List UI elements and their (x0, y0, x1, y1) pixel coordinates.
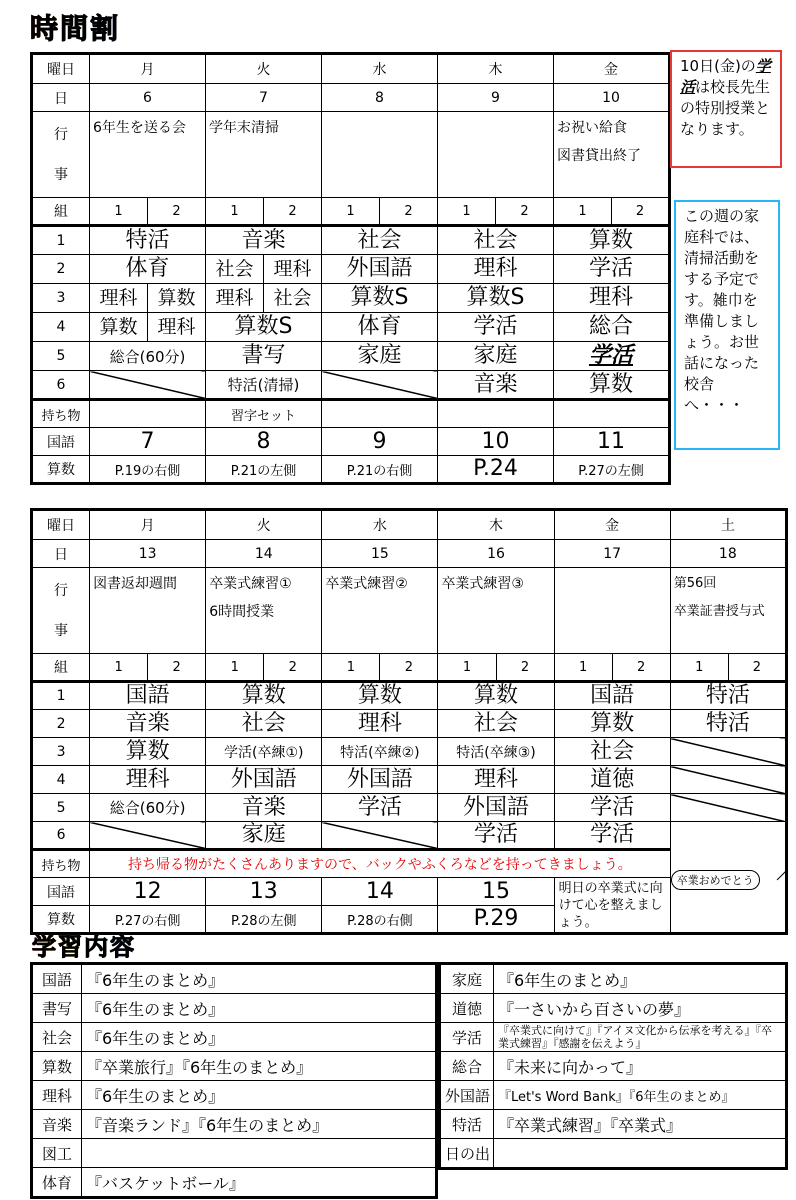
kumi-number: 2 (496, 654, 554, 682)
red-notice (670, 50, 782, 168)
day: 木 (438, 510, 554, 540)
subject: 算数S (438, 284, 554, 313)
study-row (32, 994, 437, 1023)
study-subject: 書写 (32, 994, 82, 1023)
kokugo-page: 8 (206, 428, 322, 456)
period: 5 (32, 794, 90, 822)
day: 金 (554, 54, 670, 84)
date: 7 (206, 84, 322, 112)
subject: 総合(60分) (90, 342, 206, 371)
subject: 理科 (554, 284, 670, 313)
day: 月 (90, 54, 206, 84)
date: 17 (554, 540, 670, 568)
study-content: 『6年生のまとめ』 (82, 1081, 437, 1110)
date: 18 (670, 540, 786, 568)
timetable-week2 (30, 508, 788, 935)
subject: 家庭 (206, 822, 322, 850)
subject: 特活(清掃) (206, 371, 322, 400)
study-content: 『一さいから百さいの夢』 (494, 994, 787, 1023)
date: 10 (554, 84, 670, 112)
sansu-page: P.19の右側 (90, 456, 206, 484)
sansu-page: P.27の左側 (554, 456, 670, 484)
subject: 外国語 (322, 255, 438, 284)
event (322, 112, 438, 198)
subject: 総合(60分) (90, 794, 206, 822)
day: 土 (670, 510, 786, 540)
subject: 算数 (322, 682, 438, 710)
empty-slot (670, 738, 786, 766)
study-content: 『卒業旅行』『6年生のまとめ』 (82, 1052, 437, 1081)
subject: 総合 (554, 313, 670, 342)
subject: 社会 (264, 284, 322, 313)
kumi-number: 1 (670, 654, 728, 682)
subject: 理科 (264, 255, 322, 284)
period: 1 (32, 226, 90, 255)
kumi-number: 2 (264, 198, 322, 226)
date: 15 (322, 540, 438, 568)
study-row (32, 1052, 437, 1081)
subject: 体育 (322, 313, 438, 342)
kumi-number: 2 (380, 198, 438, 226)
study-subject: 社会 (32, 1023, 82, 1052)
subject: 国語 (90, 682, 206, 710)
date: 16 (438, 540, 554, 568)
period: 3 (32, 738, 90, 766)
header-youbi: 曜日 (32, 54, 90, 84)
subject: 社会 (438, 710, 554, 738)
subject: 音楽 (90, 710, 206, 738)
day: 火 (206, 510, 322, 540)
subject: 社会 (206, 255, 264, 284)
study-row (32, 1139, 437, 1168)
kumi-number: 1 (206, 198, 264, 226)
study-content: 『6年生のまとめ』 (494, 964, 787, 994)
event: 6年生を送る会 (90, 112, 206, 198)
notice-emphasis: 学活 (680, 57, 771, 96)
study-row (440, 1052, 787, 1081)
date: 14 (206, 540, 322, 568)
subject: 学活 (554, 822, 670, 850)
header-gyoji: 行 事 (32, 112, 90, 198)
header-sansu: 算数 (32, 456, 90, 484)
kokugo-page: 13 (206, 878, 322, 906)
event: 第56回 卒業証書授与式 (670, 568, 786, 654)
graduation-bouquet-icon (765, 822, 787, 884)
day: 水 (322, 510, 438, 540)
study-subject: 総合 (440, 1052, 494, 1081)
notice-text: 10日(金)の (680, 57, 756, 75)
study-row (440, 1139, 787, 1169)
subject: 特活(卒練③) (438, 738, 554, 766)
date: 13 (90, 540, 206, 568)
event: 卒業式練習① 6時間授業 (206, 568, 322, 654)
empty-slot (90, 371, 206, 400)
subject: 外国語 (206, 766, 322, 794)
subject: 学活 (322, 794, 438, 822)
header-mochimono: 持ち物 (32, 850, 90, 878)
study-content: 『6年生のまとめ』 (82, 994, 437, 1023)
empty-slot (90, 822, 206, 850)
subject: 算数 (554, 371, 670, 400)
subject: 学活 (438, 313, 554, 342)
subject: 家庭 (438, 342, 554, 371)
sansu-page: P.21の右側 (322, 456, 438, 484)
sansu-page: P.28の右側 (322, 906, 438, 934)
day: 金 (554, 510, 670, 540)
study-subject: 道徳 (440, 994, 494, 1023)
study-row (440, 1023, 787, 1052)
blue-notice: この週の家庭科では、清掃活動をする予定です。雑巾を準備しましょう。お世話になった校舎へ・・・ (674, 200, 780, 450)
study-row (32, 1081, 437, 1110)
date: 6 (90, 84, 206, 112)
subject: 学活 (554, 794, 670, 822)
study-subject: 学活 (440, 1023, 494, 1052)
study-table-right (438, 962, 788, 1170)
kokugo-page: 12 (90, 878, 206, 906)
sansu-page: P.27の右側 (90, 906, 206, 934)
header-sansu: 算数 (32, 906, 90, 934)
subject: 理科 (206, 284, 264, 313)
sansu-page: P.24 (438, 456, 554, 484)
study-row (440, 1081, 787, 1110)
subject: 理科 (438, 766, 554, 794)
kumi-number: 2 (612, 198, 670, 226)
event (554, 568, 670, 654)
kumi-number: 1 (322, 654, 380, 682)
subject: 特活 (670, 682, 786, 710)
event: 卒業式練習② (322, 568, 438, 654)
date: 8 (322, 84, 438, 112)
kumi-number: 2 (728, 654, 786, 682)
title-study-content: 学習内容 (32, 933, 136, 961)
study-subject: 算数 (32, 1052, 82, 1081)
header-gyoji: 行 事 (32, 568, 90, 654)
kumi-number: 2 (148, 654, 206, 682)
period: 5 (32, 342, 90, 371)
header-kumi: 組 (32, 198, 90, 226)
study-content: 『Let's Word Bank』『6年生のまとめ』 (494, 1081, 787, 1110)
kumi-number: 1 (322, 198, 380, 226)
subject: 家庭 (322, 342, 438, 371)
mochimono-cell (322, 400, 438, 428)
sansu-page: P.29 (438, 906, 554, 934)
subject: 理科 (438, 255, 554, 284)
day: 水 (322, 54, 438, 84)
title-timetable: 時間割 (30, 12, 121, 45)
study-row (440, 1110, 787, 1139)
subject: 外国語 (438, 794, 554, 822)
study-content: 『6年生のまとめ』 (82, 964, 437, 994)
study-subject: 図工 (32, 1139, 82, 1168)
subject: 特活 (670, 710, 786, 738)
subject: 特活(卒練②) (322, 738, 438, 766)
study-subject: 家庭 (440, 964, 494, 994)
subject: 理科 (90, 766, 206, 794)
event (438, 112, 554, 198)
subject: 社会 (554, 738, 670, 766)
study-content: 『未来に向かって』 (494, 1052, 787, 1081)
mochimono-cell (554, 400, 670, 428)
kumi-number: 1 (206, 654, 264, 682)
subject: 音楽 (206, 226, 322, 255)
date: 9 (438, 84, 554, 112)
period: 2 (32, 710, 90, 738)
subject: 算数 (148, 284, 206, 313)
subject: 社会 (322, 226, 438, 255)
kumi-number: 2 (496, 198, 554, 226)
notice-text: は校長先生の特別授業となります。 (680, 78, 771, 138)
kumi-number: 1 (90, 198, 148, 226)
event: 図書返却週間 (90, 568, 206, 654)
study-subject: 理科 (32, 1081, 82, 1110)
kumi-number: 1 (554, 654, 612, 682)
mochimono-text: 持ち帰る物がたくさんありますので、バックやふくろなどを持ってきましょう。 (90, 850, 671, 878)
mochimono-cell (90, 400, 206, 428)
subject: 書写 (206, 342, 322, 371)
study-row (32, 1023, 437, 1052)
period: 6 (32, 371, 90, 400)
kumi-number: 2 (612, 654, 670, 682)
subject: 音楽 (206, 794, 322, 822)
study-row (440, 964, 787, 994)
kumi-number: 2 (264, 654, 322, 682)
header-kumi: 組 (32, 654, 90, 682)
header-hi: 日 (32, 540, 90, 568)
subject: 算数 (90, 738, 206, 766)
subject-special: 学活 (554, 342, 670, 371)
subject: 国語 (554, 682, 670, 710)
study-row (32, 964, 437, 994)
empty-slot (670, 766, 786, 794)
subject: 社会 (206, 710, 322, 738)
header-youbi: 曜日 (32, 510, 90, 540)
subject: 算数 (90, 313, 148, 342)
period: 4 (32, 766, 90, 794)
study-subject: 体育 (32, 1168, 82, 1198)
kumi-number: 2 (148, 198, 206, 226)
empty-slot (670, 794, 786, 822)
period: 6 (32, 822, 90, 850)
subject: 算数 (206, 682, 322, 710)
kumi-number: 1 (438, 654, 496, 682)
subject: 学活 (554, 255, 670, 284)
study-content: 『卒業式に向けて』『アイヌ文化から伝承を考える』『卒業式練習』『感謝を伝えよう』 (494, 1023, 787, 1052)
period: 3 (32, 284, 90, 313)
congrats-label: 卒業おめでとう (671, 870, 760, 890)
mochimono-text: 習字セット (206, 400, 322, 428)
kumi-number: 1 (438, 198, 496, 226)
study-subject: 外国語 (440, 1081, 494, 1110)
day: 月 (90, 510, 206, 540)
subject: 特活 (90, 226, 206, 255)
header-hi: 日 (32, 84, 90, 112)
study-content: 『音楽ランド』『6年生のまとめ』 (82, 1110, 437, 1139)
study-content (494, 1139, 787, 1169)
study-subject: 国語 (32, 964, 82, 994)
subject: 算数 (554, 710, 670, 738)
subject: 理科 (148, 313, 206, 342)
subject: 理科 (322, 710, 438, 738)
event: 卒業式練習③ (438, 568, 554, 654)
study-subject: 特活 (440, 1110, 494, 1139)
header-kokugo: 国語 (32, 878, 90, 906)
period: 1 (32, 682, 90, 710)
empty-slot (322, 371, 438, 400)
subject: 外国語 (322, 766, 438, 794)
subject: 算数S (206, 313, 322, 342)
study-content: 『6年生のまとめ』 (82, 1023, 437, 1052)
day: 木 (438, 54, 554, 84)
header-kokugo: 国語 (32, 428, 90, 456)
sansu-page: P.28の左側 (206, 906, 322, 934)
subject: 体育 (90, 255, 206, 284)
kokugo-page: 11 (554, 428, 670, 456)
study-row (32, 1110, 437, 1139)
subject: 理科 (90, 284, 148, 313)
period: 4 (32, 313, 90, 342)
header-mochimono: 持ち物 (32, 400, 90, 428)
subject: 算数 (554, 226, 670, 255)
study-table-left (30, 962, 438, 1199)
kokugo-page: 14 (322, 878, 438, 906)
subject: 社会 (438, 226, 554, 255)
study-row (440, 994, 787, 1023)
study-row (32, 1168, 437, 1198)
kokugo-page: 15 (438, 878, 554, 906)
kumi-number: 1 (90, 654, 148, 682)
kokugo-page: 7 (90, 428, 206, 456)
day: 火 (206, 54, 322, 84)
timetable-week1 (30, 52, 671, 485)
kumi-number: 1 (554, 198, 612, 226)
kokugo-page: 10 (438, 428, 554, 456)
event: 学年末清掃 (206, 112, 322, 198)
empty-slot (322, 822, 438, 850)
study-content: 『バスケットボール』 (82, 1168, 437, 1198)
kokugo-page: 9 (322, 428, 438, 456)
kumi-number: 2 (380, 654, 438, 682)
period: 2 (32, 255, 90, 284)
subject: 音楽 (438, 371, 554, 400)
subject: 道徳 (554, 766, 670, 794)
subject: 学活(卒練①) (206, 738, 322, 766)
study-subject: 音楽 (32, 1110, 82, 1139)
study-content (82, 1139, 437, 1168)
week2-note: 明日の卒業式に向けて心を整えましょう。 (554, 878, 670, 934)
study-subject: 日の出 (440, 1139, 494, 1169)
congrats-cell (670, 822, 786, 934)
sansu-page: P.21の左側 (206, 456, 322, 484)
subject: 学活 (438, 822, 554, 850)
mochimono-cell (438, 400, 554, 428)
subject: 算数 (438, 682, 554, 710)
study-content: 『卒業式練習』『卒業式』 (494, 1110, 787, 1139)
event: お祝い給食 図書貸出終了 (554, 112, 670, 198)
subject: 算数S (322, 284, 438, 313)
